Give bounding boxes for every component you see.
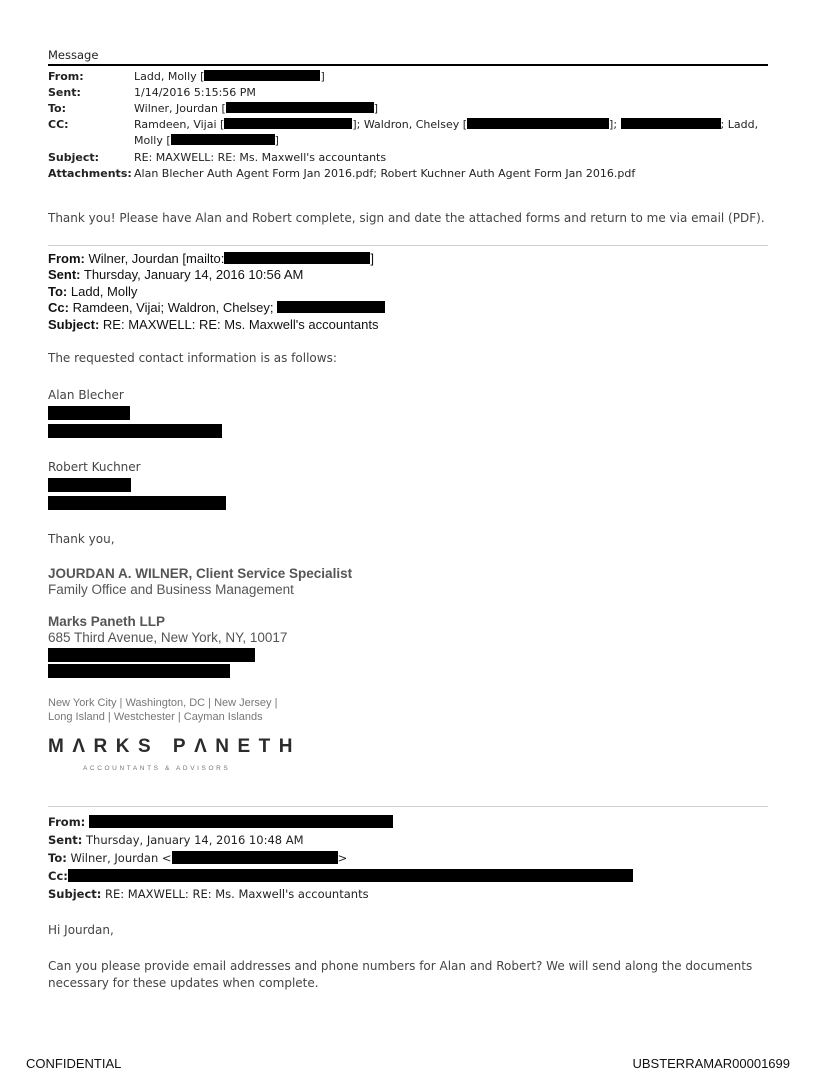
to-value: Wilner, Jourdan [ ] [134,102,379,115]
redaction-block [277,301,385,313]
msg3-sent: Sent: Thursday, January 14, 2016 10:48 AM [48,833,304,847]
redaction-block [467,118,609,129]
sent-label: Sent: [48,86,81,99]
cc-label: CC: [48,118,69,131]
msg2-to: To: Ladd, Molly [48,284,138,299]
subject-label: Subject: [48,151,100,164]
footer-confidential: CONFIDENTIAL [26,1056,122,1071]
from-label: From: [48,70,84,83]
msg3-greeting: Hi Jourdan, [48,923,114,937]
msg2-from: From: Wilner, Jourdan [mailto: ] [48,251,374,266]
msg3-from: From: [48,815,393,829]
redaction-block [48,496,226,510]
signature-dept: Family Office and Business Management [48,582,294,597]
contact-name-alan: Alan Blecher [48,388,124,402]
separator [48,245,768,246]
msg2-cc: Cc: Ramdeen, Vijai; Waldron, Chelsey; [48,300,385,315]
redaction-block [89,815,393,828]
msg2-thanks: Thank you, [48,532,115,546]
cc-value: Ramdeen, Vijai [ ]; Waldron, Chelsey [ ]; ; Ladd, [134,118,759,131]
attachments-value[interactable]: Alan Blecher Auth Agent Form Jan 2016.pdf; Robert Kuchner Auth Agent Form Jan 2016.pdf [134,167,636,180]
redaction-block [224,252,370,264]
msg3-body-line2: necessary for these updates when complete. [48,976,319,990]
message-label: Message [48,48,99,62]
msg3-body-line1: Can you please provide email addresses and phone numbers for Alan and Robert? We will send along the documents [48,959,753,973]
signature-firm: Marks Paneth LLP [48,614,166,629]
subject-value: RE: MAXWELL: RE: Ms. Maxwell's accountants [134,151,387,164]
footer-bates-number: UBSTERRAMAR00001699 [632,1056,790,1071]
signature-address: 685 Third Avenue, New York, NY, 10017 [48,630,288,645]
redaction-block [226,102,374,113]
header-rule [48,64,768,66]
msg3-cc: Cc: [48,869,633,883]
redaction-block [621,118,721,129]
attachments-label: Attachments: [48,167,132,180]
sent-value: 1/14/2016 5:15:56 PM [134,86,256,99]
redaction-block [48,424,222,438]
reply-body: Thank you! Please have Alan and Robert complete, sign and date the attached forms and return to me via email (PDF). [48,211,765,225]
contact-name-robert: Robert Kuchner [48,460,141,474]
msg3-subject: Subject: RE: MAXWELL: RE: Ms. Maxwell's accountants [48,887,369,901]
redaction-block [48,648,255,662]
redaction-block [172,851,338,864]
signature-offices-line2: Long Island | Westchester | Cayman Islands [48,711,263,723]
msg2-sent: Sent: Thursday, January 14, 2016 10:56 AM [48,267,304,282]
redaction-block [224,118,352,129]
redaction-block [48,478,131,492]
signature-name-title: JOURDAN A. WILNER, Client Service Specialist [48,566,353,581]
logo-subtext: ACCOUNTANTS & ADVISORS [83,765,231,772]
separator [48,806,768,807]
redaction-block [48,406,130,420]
marks-paneth-logo: MΛRKS PΛNETH [48,736,301,757]
signature-offices-line1: New York City | Washington, DC | New Jersey | [48,697,278,709]
msg3-to: To: Wilner, Jourdan < > [48,851,348,865]
cc-value-line2: Molly [ ] [134,134,279,147]
redaction-block [171,134,275,145]
from-value: Ladd, Molly [ ] [134,70,325,83]
redaction-block [68,869,633,882]
redaction-block [48,664,230,678]
msg2-subject: Subject: RE: MAXWELL: RE: Ms. Maxwell's accountants [48,317,379,332]
msg2-intro: The requested contact information is as follows: [48,351,337,365]
redaction-block [204,70,320,81]
to-label: To: [48,102,66,115]
